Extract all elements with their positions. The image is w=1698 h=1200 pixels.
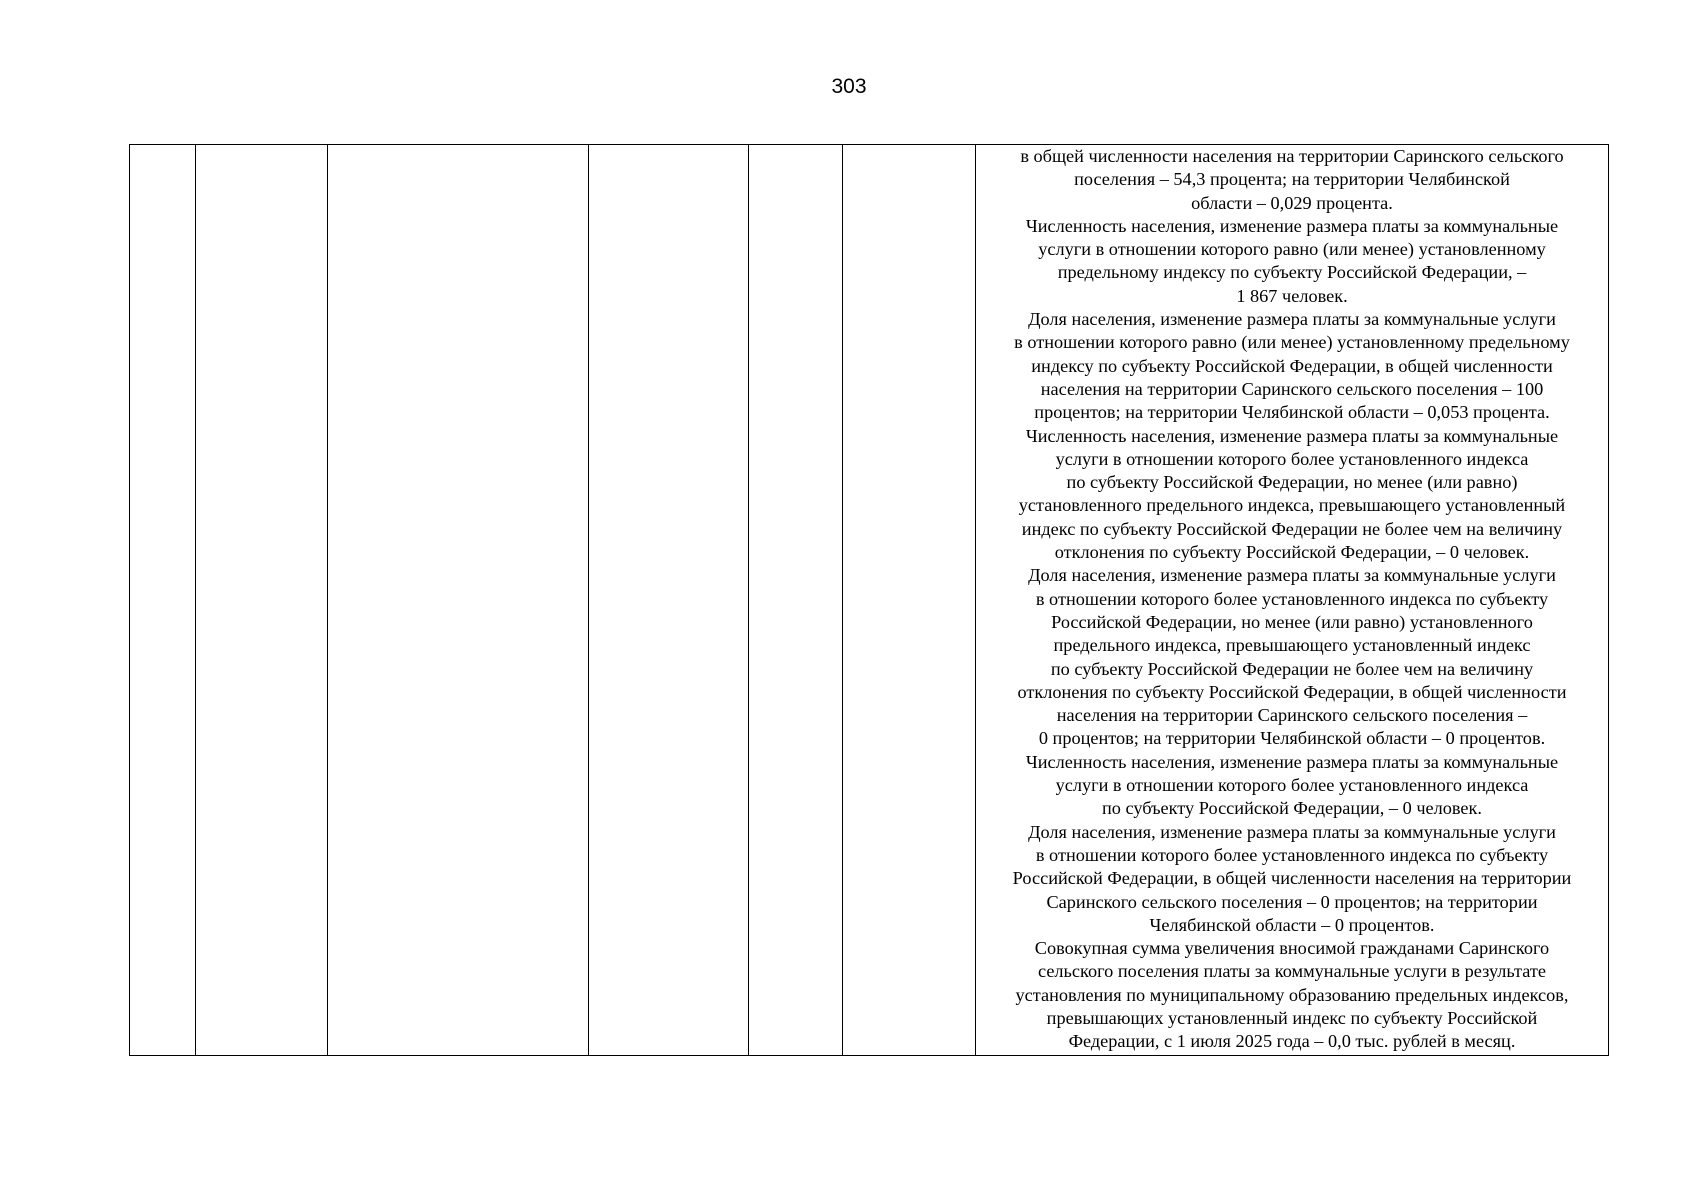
text-line: предельного индекса, превышающего установленный индекс: [1053, 635, 1531, 656]
text-line: предельному индексу по субъекту Российской Федерации, –: [1057, 262, 1527, 283]
text-line: в отношении которого равно (или менее) установленному предельному: [1014, 332, 1570, 353]
text-line: по субъекту Российской Федерации не более чем на величину: [1050, 658, 1534, 679]
text-line: Совокупная сумма увеличения вносимой гражданами Саринского: [1034, 938, 1550, 959]
page-number: 303: [831, 75, 867, 98]
text-line: Российской Федерации, в общей численности населения на территории: [1012, 868, 1572, 889]
text-line: в отношении которого более установленного индекса по субъекту: [1035, 844, 1549, 865]
text-line: по субъекту Российской Федерации, – 0 человек.: [1101, 798, 1482, 819]
text-line: 0 процентов; на территории Челябинской области – 0 процентов.: [1038, 728, 1546, 749]
text-line: Челябинской области – 0 процентов.: [1149, 914, 1435, 935]
text-line: в общей численности населения на территории Саринского сельского: [1020, 146, 1564, 166]
table-cell-3: [328, 145, 589, 1056]
text-line: области – 0,029 процента.: [1191, 192, 1393, 213]
text-line: Доля населения, изменение размера платы за коммунальные услуги: [1028, 565, 1556, 586]
text-line: 1 867 человек.: [1236, 285, 1348, 306]
text-line: превышающих установленный индекс по субъекту Российской: [1046, 1007, 1538, 1028]
table-cell-1: [130, 145, 196, 1056]
text-line: Доля населения, изменение размера платы за коммунальные услуги: [1028, 821, 1556, 842]
text-line: услуги в отношении которого равно (или менее) установленному: [1038, 239, 1546, 260]
text-line: населения на территории Саринского сельского поселения – 100: [1040, 378, 1544, 399]
text-line: Численность населения, изменение размера платы за коммунальные: [1025, 425, 1559, 446]
text-line: индексу по субъекту Российской Федерации, в общей численности: [1031, 355, 1553, 376]
text-line: по субъекту Российской Федерации, но менее (или равно): [1066, 472, 1518, 493]
text-line: услуги в отношении которого более установленного индекса: [1055, 775, 1529, 796]
text-line: отклонения по субъекту Российской Федерации, – 0 человек.: [1054, 542, 1530, 563]
text-line: услуги в отношении которого более установленного индекса: [1055, 448, 1529, 469]
document-table: [129, 144, 1609, 1056]
text-line: процентов; на территории Челябинской области – 0,053 процента.: [1034, 402, 1550, 423]
text-line: Численность населения, изменение размера платы за коммунальные: [1025, 751, 1559, 772]
text-line: населения на территории Саринского сельского поселения –: [1056, 705, 1528, 726]
text-line: Российской Федерации, но менее (или равно) установленного: [1051, 611, 1533, 632]
text-line: Численность населения, изменение размера платы за коммунальные: [1025, 215, 1559, 236]
text-line: установления по муниципальному образованию предельных индексов,: [1015, 984, 1569, 1005]
text-line: в отношении которого более установленного индекса по субъекту: [1035, 588, 1549, 609]
text-line: сельского поселения платы за коммунальные услуги в результате: [1037, 961, 1547, 982]
table-cell-6: [843, 145, 976, 1056]
text-line: поселения – 54,3 процента; на территории Челябинской: [1074, 169, 1510, 190]
table-row: [130, 145, 1609, 1056]
text-line: отклонения по субъекту Российской Федерации, в общей численности: [1017, 681, 1567, 702]
table-cell-text: [976, 145, 1609, 1056]
text-line: установленного предельного индекса, превышающего установленный: [1018, 495, 1566, 516]
text-line: Саринского сельского поселения – 0 процентов; на территории: [1046, 891, 1538, 912]
text-line: индекс по субъекту Российской Федерации не более чем на величину: [1021, 518, 1563, 539]
table-cell-5: [749, 145, 843, 1056]
table-cell-2: [196, 145, 328, 1056]
table-cell-4: [589, 145, 749, 1056]
text-line: Федерации, с 1 июля 2025 года – 0,0 тыс. рублей в месяц.: [1068, 1031, 1516, 1052]
text-line: Доля населения, изменение размера платы за коммунальные услуги: [1028, 309, 1556, 330]
